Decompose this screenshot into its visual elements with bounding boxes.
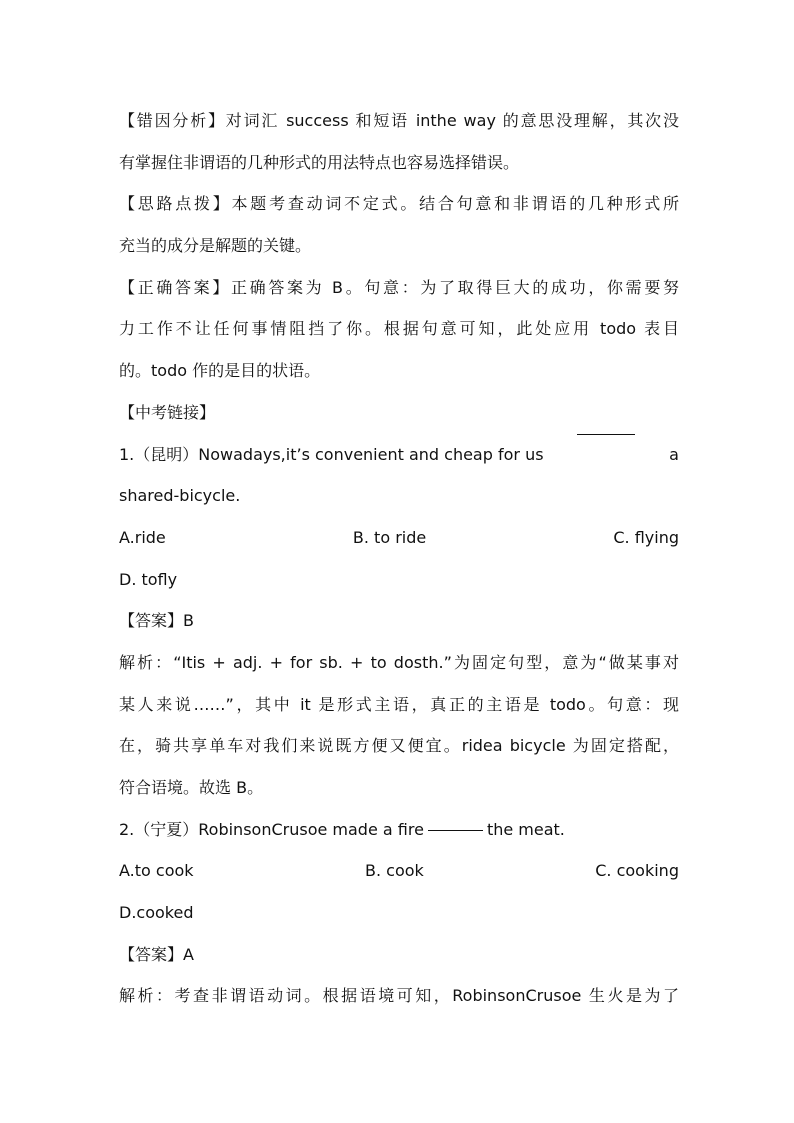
question-1-options bbox=[119, 517, 679, 559]
error-analysis-line-1: 【错因分析】对词汇 success 和短语 inthe way 的意思没理解，其次没 bbox=[119, 111, 679, 130]
error-analysis-line-2: 有掌握住非谓语的几种形式的用法特点也容易选择错误。 bbox=[119, 152, 520, 172]
option-b: B. to ride bbox=[352, 527, 427, 547]
question-1-stem bbox=[119, 434, 679, 476]
document-page bbox=[119, 100, 679, 1017]
question-2-options bbox=[119, 850, 679, 892]
explanation-1-line-2: 某人来说……”，其中 it 是形式主语，真正的主语是 todo。句意：现 bbox=[119, 694, 679, 714]
question-2-blank bbox=[428, 830, 483, 831]
question-1-stem-cont: shared-bicycle. bbox=[119, 486, 241, 506]
explanation-1-line-4: 符合语境。故选 B。 bbox=[119, 778, 264, 797]
question-1-text: 1.（昆明）Nowadays,it’s convenient and cheap for us bbox=[119, 444, 544, 464]
option-d: D.cooked bbox=[119, 903, 194, 923]
answer-line-3: 的。todo 作的是目的状语。 bbox=[119, 361, 321, 381]
answer-line-2: 力工作不让任何事情阻挡了你。根据句意可知，此处应用 todo 表目 bbox=[119, 319, 679, 339]
question-1-blank bbox=[577, 434, 635, 435]
hint-line-1: 【思路点拨】本题考查动词不定式。结合句意和非谓语的几种形式所 bbox=[119, 194, 679, 214]
option-c: C. cooking bbox=[595, 861, 679, 881]
answer-line-1: 【正确答案】正确答案为 B。句意：为了取得巨大的成功，你需要努 bbox=[119, 277, 679, 297]
option-d: D. tofly bbox=[119, 569, 178, 589]
option-a: A.to cook bbox=[119, 861, 194, 881]
answer-2: 【答案】A bbox=[119, 944, 194, 964]
answer-1: 【答案】B bbox=[119, 611, 194, 631]
option-a: A.ride bbox=[119, 527, 166, 547]
explanation-1-line-3: 在，骑共享单车对我们来说既方便又便宜。ridea bicycle 为固定搭配， bbox=[119, 736, 679, 756]
question-2-text: 2.（宁夏）RobinsonCrusoe made a fire bbox=[119, 819, 424, 839]
option-b: B. cook bbox=[365, 861, 424, 881]
question-2-text-end: the meat. bbox=[486, 819, 565, 839]
hint-line-2: 充当的成分是解题的关键。 bbox=[119, 236, 312, 256]
exam-link-heading: 【中考链接】 bbox=[119, 402, 216, 422]
explanation-2-line-1: 解析：考查非谓语动词。根据语境可知，RobinsonCrusoe 生火是为了 bbox=[119, 986, 679, 1006]
explanation-1-line-1: 解析：“Itis + adj. + for sb. + to dosth.”为固定句型，意为“做某事对 bbox=[119, 652, 679, 672]
question-1-text-end: a bbox=[669, 444, 679, 464]
option-c: C. flying bbox=[613, 527, 679, 547]
question-2-stem bbox=[119, 809, 679, 851]
